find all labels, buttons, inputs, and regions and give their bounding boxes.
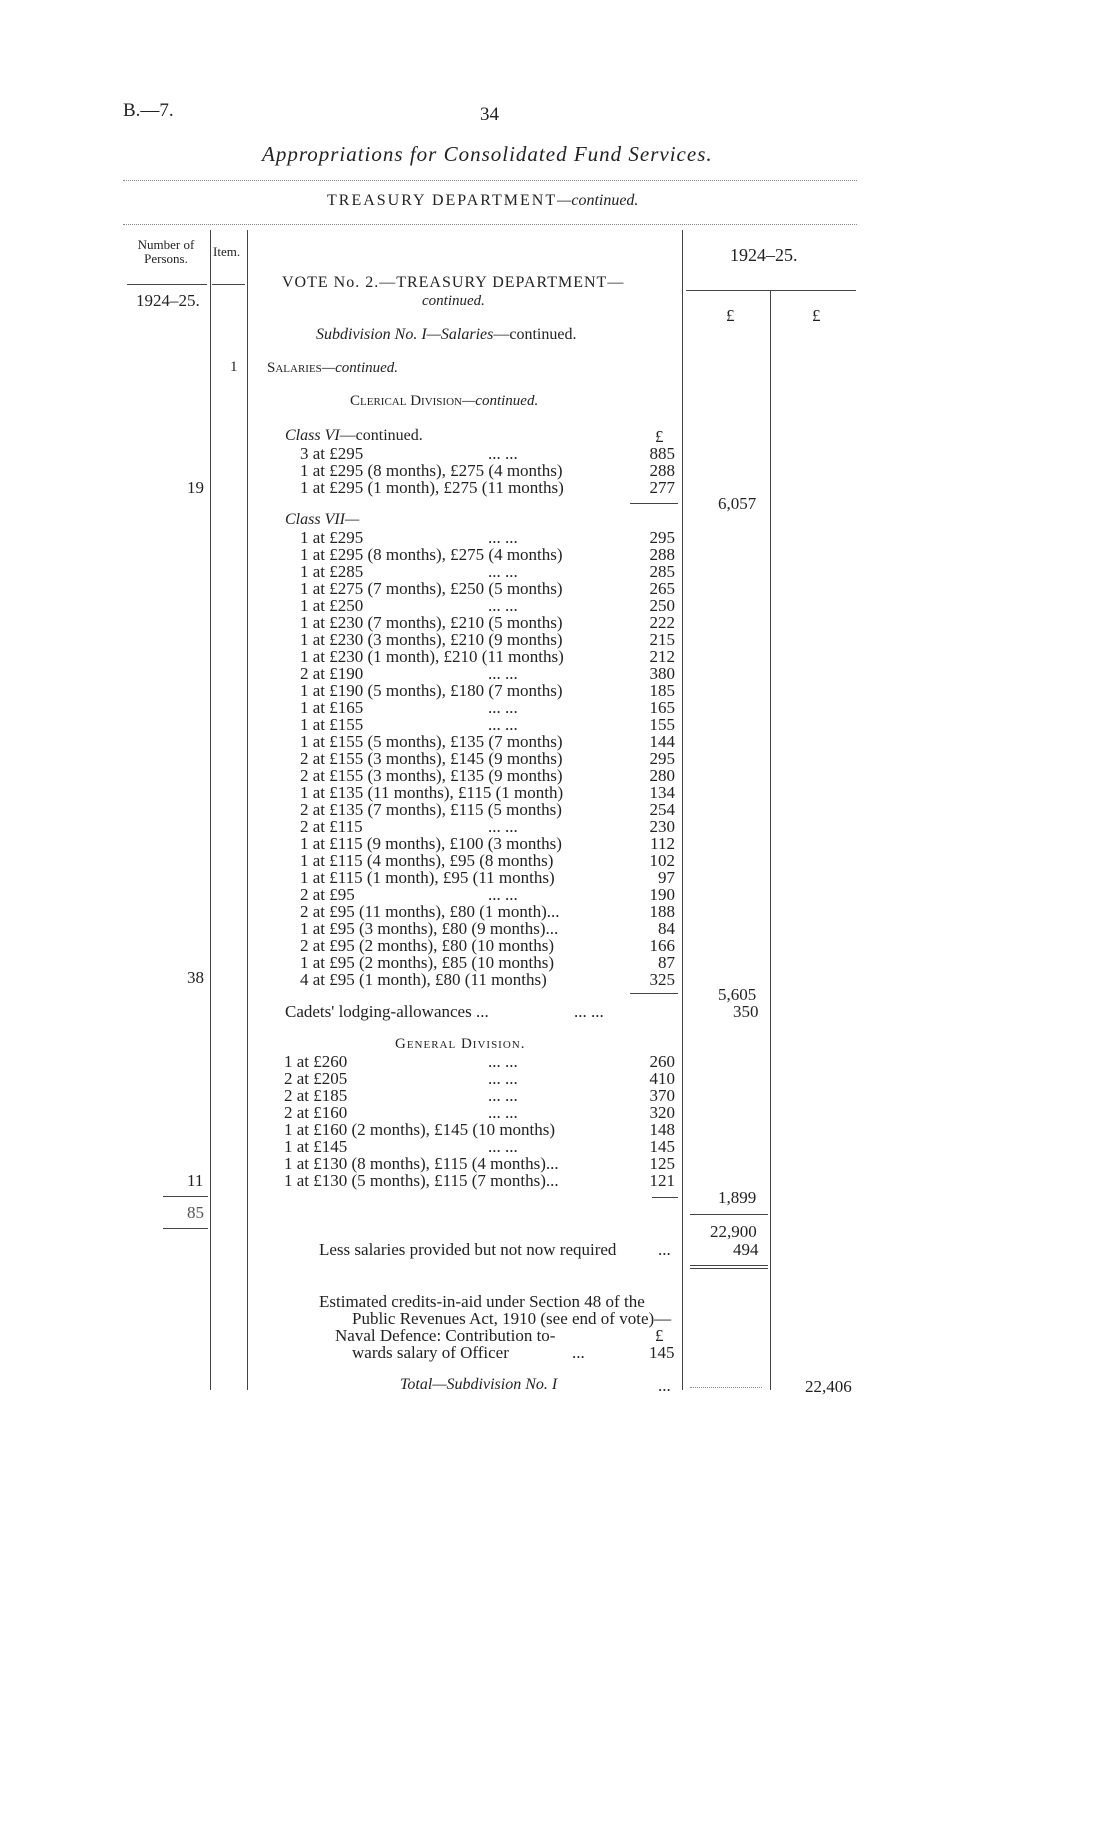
less-salaries-amount: 494 — [733, 1240, 759, 1259]
less-salaries-label: Less salaries provided but not now required — [319, 1240, 617, 1259]
ledger-row: 1 at £115 (1 month), £95 (11 months) 97 — [300, 868, 675, 887]
ledger-row: 1 at £130 (8 months), £115 (4 months)... 125 — [284, 1154, 675, 1173]
gross-total: 22,900 — [710, 1222, 757, 1241]
ledger-row: 2 at £95 ... ... 190 — [300, 885, 675, 904]
general-division-heading: General Division. — [395, 1036, 526, 1052]
title-rule — [123, 180, 857, 181]
ledger-row: 2 at £155 (3 months), £145 (9 months) 295 — [300, 749, 675, 768]
persons-header-rule — [127, 284, 207, 285]
ledger-row: 1 at £165 ... ... 165 — [300, 698, 675, 717]
general-division-persons: 11 — [187, 1171, 204, 1190]
ledger-row: 2 at £205 ... ... 410 — [284, 1069, 675, 1088]
ledger-row: 1 at £160 (2 months), £145 (10 months) 148 — [284, 1120, 675, 1139]
gross-rule — [690, 1214, 768, 1215]
ledger-row: 1 at £230 (3 months), £210 (9 months) 215 — [300, 630, 675, 649]
class-vii-sum-rule — [630, 993, 678, 994]
ledger-row: 1 at £230 (1 month), £210 (11 months) 212 — [300, 647, 675, 666]
ledger-row: 2 at £115 ... ... 230 — [300, 817, 675, 836]
ledger-row: 2 at £185 ... ... 370 — [284, 1086, 675, 1105]
col-divider-total — [770, 290, 771, 1390]
class-vi-rows — [300, 444, 675, 495]
general-division-rows — [284, 1052, 675, 1188]
subdivision-total-label: Total—Subdivision No. I — [400, 1376, 558, 1393]
department-heading: TREASURY DEPARTMENT—continued. — [327, 192, 639, 209]
class-vi-sum-rule — [630, 503, 678, 504]
vote-title: VOTE No. 2.—TREASURY DEPARTMENT— — [282, 274, 625, 291]
ledger-row: 2 at £160 ... ... 320 — [284, 1103, 675, 1122]
year-amount-header: 1924–25. — [730, 245, 798, 265]
item-number: 1 — [230, 359, 238, 375]
pound-header-1: £ — [726, 306, 735, 325]
ledger-row: 2 at £95 (2 months), £80 (10 months) 166 — [300, 936, 675, 955]
ledger-row: 1 at £135 (11 months), £115 (1 month) 134 — [300, 783, 675, 802]
cadets-dots: ... ... — [574, 1002, 604, 1021]
class-vii-total: 5,605 — [718, 985, 757, 1004]
persons-total-underline — [163, 1228, 208, 1229]
ledger-row: 1 at £275 (7 months), £250 (5 months) 265 — [300, 579, 675, 598]
ledger-row: 1 at £145 ... ... 145 — [284, 1137, 675, 1156]
col-divider-item — [247, 230, 248, 1390]
net-rule-2 — [690, 1268, 768, 1269]
class-vi-total: 6,057 — [718, 494, 757, 513]
ledger-row: 1 at £295 (8 months), £275 (4 months) 288 — [300, 461, 675, 480]
vote-continued: continued. — [422, 293, 485, 309]
item-header: Item. — [213, 244, 241, 259]
credits-line-4: wards salary of Officer — [352, 1343, 509, 1362]
item-header-rule — [212, 284, 245, 285]
ledger-row: 1 at £115 (4 months), £95 (8 months) 102 — [300, 851, 675, 870]
ledger-row: 2 at £155 (3 months), £135 (9 months) 280 — [300, 766, 675, 785]
col-divider-persons — [210, 230, 211, 1390]
cadets-amount: 350 — [733, 1002, 759, 1021]
class-vi-pound: £ — [655, 427, 664, 446]
pound-header-2: £ — [812, 306, 821, 325]
general-division-total-amount: 1,899 — [718, 1188, 757, 1207]
general-sum-rule — [652, 1197, 678, 1198]
subdivision-total-dots: ... — [658, 1376, 671, 1395]
clerical-division-heading: Clerical Division—continued. — [350, 393, 539, 409]
class-vi-persons: 19 — [187, 478, 204, 497]
ledger-row: 1 at £295 ... ... 295 — [300, 528, 675, 547]
credits-line-2: Public Revenues Act, 1910 (see end of vote)— — [352, 1309, 672, 1328]
persons-sum-rule — [163, 1196, 208, 1197]
ledger-row: 1 at £95 (2 months), £85 (10 months) 87 — [300, 953, 675, 972]
net-rule-1 — [690, 1265, 768, 1266]
class-vii-rows — [300, 528, 675, 987]
ledger-row: 1 at £155 ... ... 155 — [300, 715, 675, 734]
less-salaries-dots: ... — [658, 1240, 671, 1259]
year-header-rule — [686, 290, 856, 291]
ledger-row: 1 at £95 (3 months), £80 (9 months)... 84 — [300, 919, 675, 938]
ledger-row: 1 at £295 (1 month), £275 (11 months) 277 — [300, 478, 675, 497]
ledger-row: 1 at £190 (5 months), £180 (7 months) 185 — [300, 681, 675, 700]
ledger-row: 1 at £155 (5 months), £135 (7 months) 144 — [300, 732, 675, 751]
ledger-row: 2 at £190 ... ... 380 — [300, 664, 675, 683]
credits-dots: ... — [572, 1343, 585, 1362]
page-number: 34 — [480, 104, 499, 125]
ledger-row: 1 at £285 ... ... 285 — [300, 562, 675, 581]
salaries-heading: Salaries—continued. — [267, 360, 399, 376]
subdivision-total-leader — [690, 1387, 762, 1388]
ledger-row: 3 at £295 ... ... 885 — [300, 444, 675, 463]
ledger-row: 1 at £115 (9 months), £100 (3 months) 112 — [300, 834, 675, 853]
credits-line-3: Naval Defence: Contribution to- — [335, 1326, 556, 1345]
cadets-label: Cadets' lodging-allowances ... — [285, 1002, 489, 1021]
ledger-row: 4 at £95 (1 month), £80 (11 months) 325 — [300, 970, 675, 989]
ledger-row: 1 at £250 ... ... 250 — [300, 596, 675, 615]
table-top-rule — [123, 224, 857, 225]
ledger-row: 2 at £95 (11 months), £80 (1 month)... 188 — [300, 902, 675, 921]
class-vii-persons: 38 — [187, 968, 204, 987]
subdivision-heading: Subdivision No. I—Salaries—continued. — [316, 326, 577, 343]
ledger-row: 1 at £230 (7 months), £210 (5 months) 222 — [300, 613, 675, 632]
ledger-row: 1 at £295 (8 months), £275 (4 months) 288 — [300, 545, 675, 564]
subdivision-total-amount: 22,406 — [805, 1377, 852, 1396]
class-vi-heading: Class VI—continued. — [285, 427, 423, 444]
document-ref: B.—7. — [123, 100, 174, 121]
year-persons-header: 1924–25. — [136, 291, 200, 310]
col-divider-amount — [682, 230, 683, 1390]
ledger-row: 1 at £130 (5 months), £115 (7 months)... 121 — [284, 1171, 675, 1190]
persons-total: 85 — [187, 1203, 204, 1222]
ledger-row: 1 at £260 ... ... 260 — [284, 1052, 675, 1071]
page-title: Appropriations for Consolidated Fund Services. — [262, 142, 713, 166]
credits-pound: £ — [655, 1326, 664, 1345]
ledger-row: 2 at £135 (7 months), £115 (5 months) 254 — [300, 800, 675, 819]
number-of-persons-header: Number of Persons. — [137, 237, 195, 266]
class-vii-heading: Class VII— — [285, 511, 360, 528]
credits-line-1: Estimated credits-in-aid under Section 48 of the — [319, 1292, 645, 1311]
credits-amount: 145 — [649, 1343, 675, 1362]
